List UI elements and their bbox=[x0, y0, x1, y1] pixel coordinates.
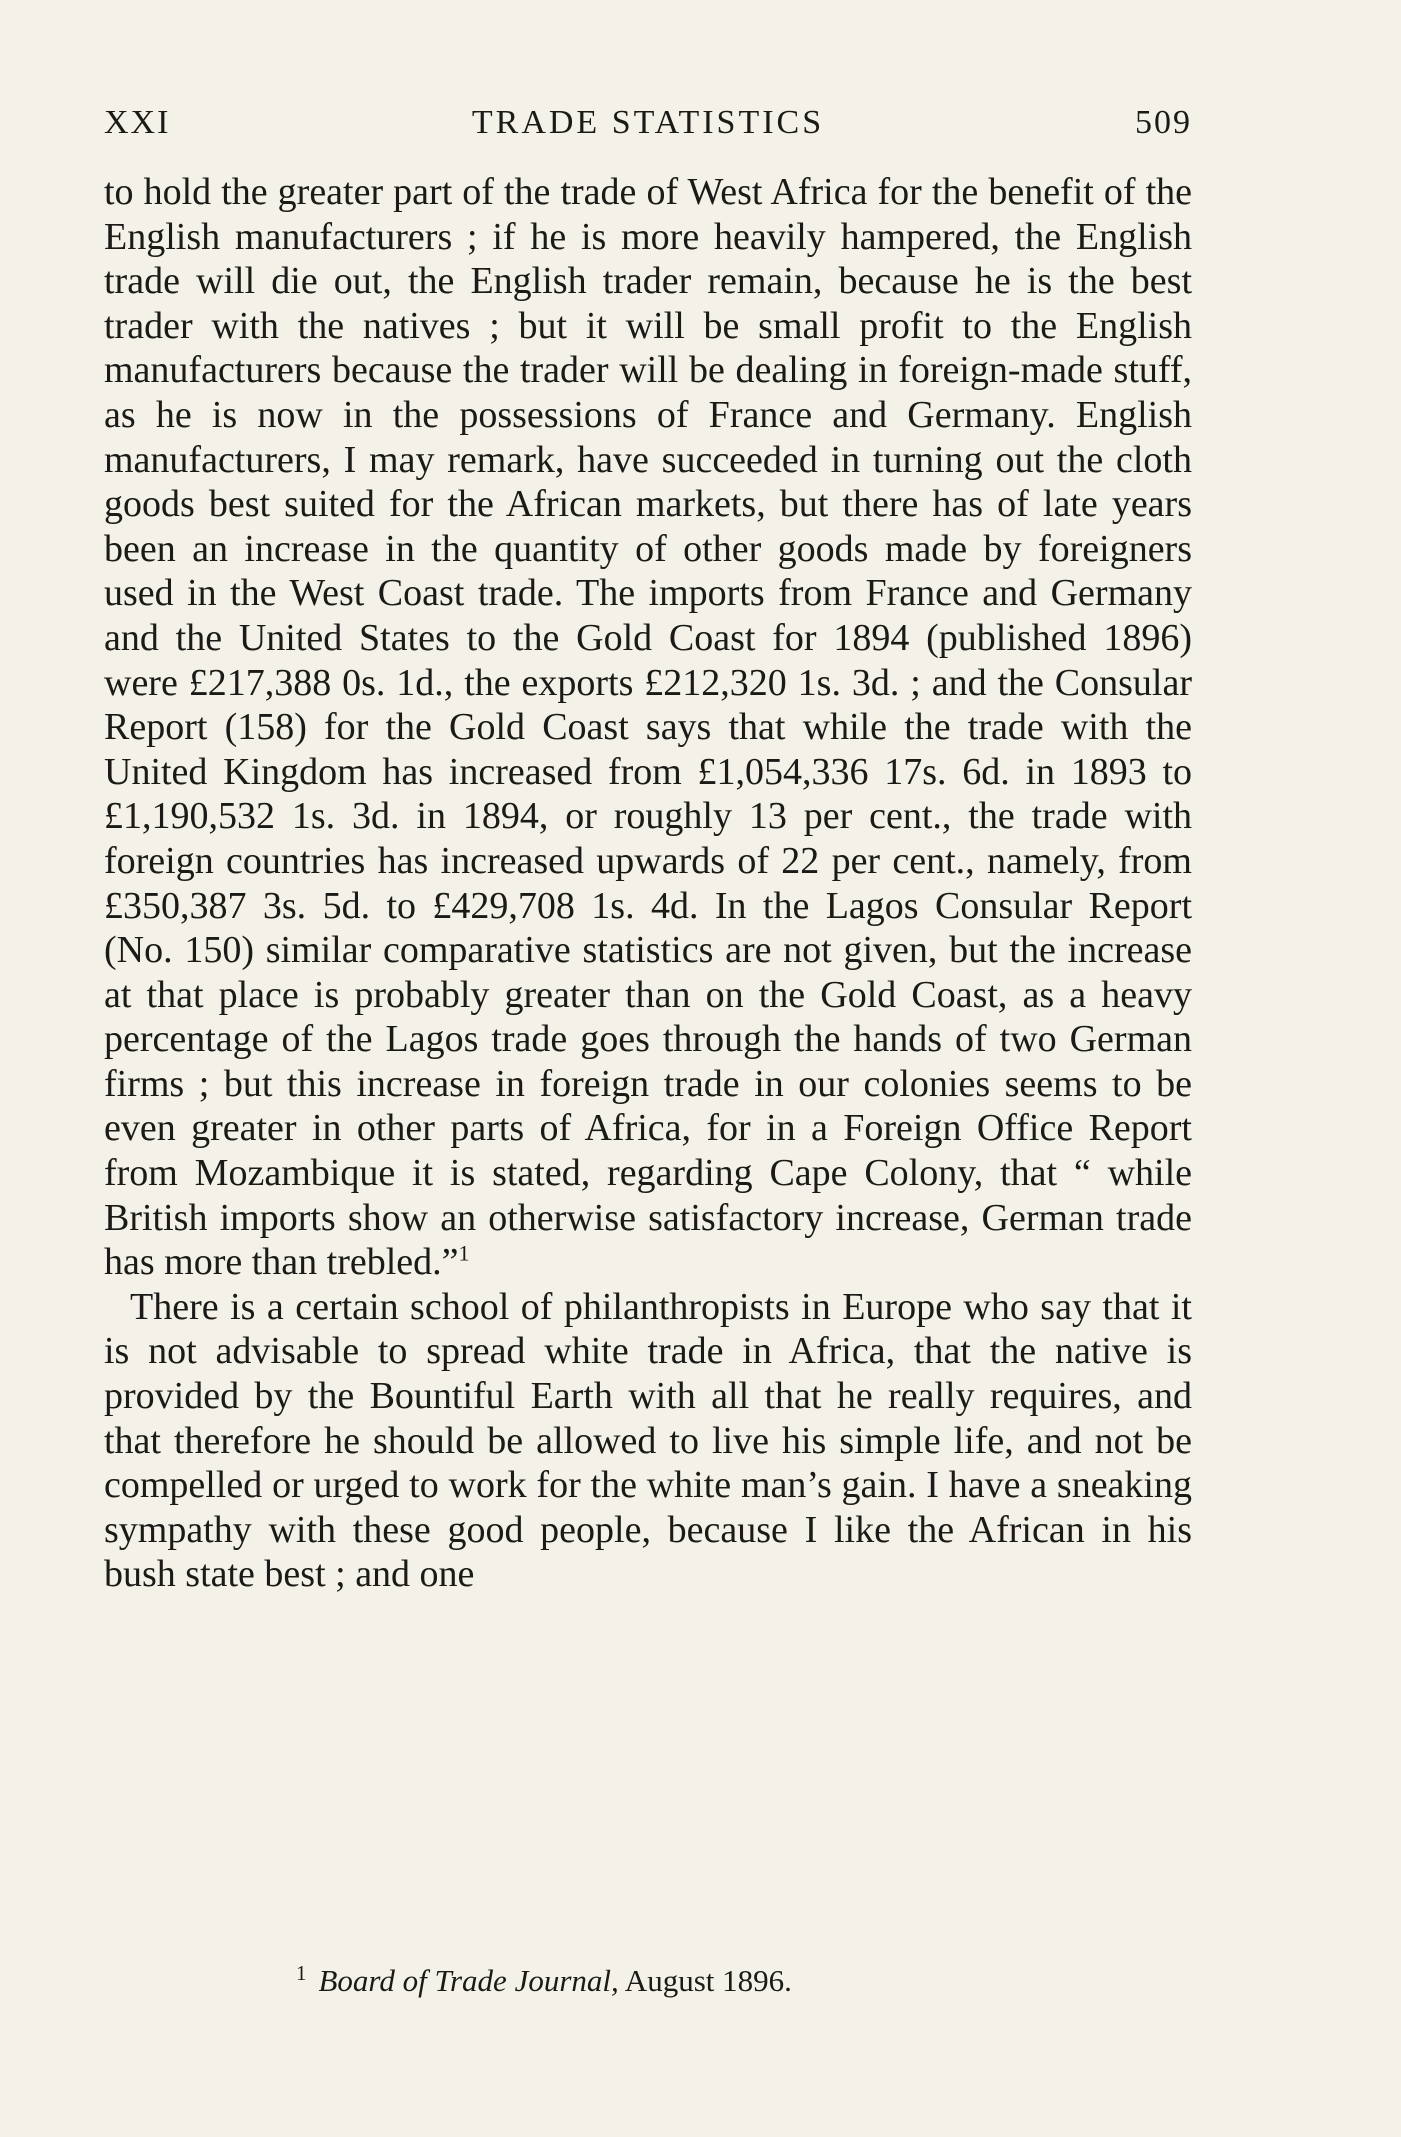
paragraph-1 bbox=[104, 170, 1192, 1285]
footnote-date: August 1896. bbox=[618, 1963, 792, 1998]
chapter-number: XXI bbox=[104, 104, 171, 141]
footnote-ref: 1 bbox=[458, 1240, 470, 1266]
running-title: TRADE STATISTICS bbox=[471, 104, 825, 141]
page-number: 509 bbox=[1135, 104, 1192, 141]
footnote-source: Board of Trade Journal, bbox=[318, 1963, 619, 1998]
footnote-number: 1 bbox=[296, 1960, 307, 1985]
paragraph-1-text: to hold the greater part of the trade of West Africa for the benefit of the English manufacturers ; if he is more heavily hampered, the English trade will die out, the English trader remain, because he is the best trader with the natives ; but it will be small profit to the English manufacturers because the trader will be dealing in foreign-made stuff, as he is now in the possessions of France and Germany. English manufacturers, I may remark, have succeeded in turning out the cloth goods best suited for the African markets, but there has of late years been an increase in the quantity of other goods made by foreigners used in the West Coast trade. The imports from France and Germany and the United States to the Gold Coast for 1894 (published 1896) were £217,388 0s. 1d., the exports £212,320 1s. 3d. ; and the Consular Report (158) for the Gold Coast says that while the trade with the United Kingdom has increased from £1,054,336 17s. 6d. in 1893 to £1,190,532 1s. 3d. in 1894, or roughly 13 per cent., the trade with foreign countries has increased upwards of 22 per cent., namely, from £350,387 3s. 5d. to £429,708 1s. 4d. In the Lagos Consular Report (No. 150) similar comparative statistics are not given, but the increase at that place is probably greater than on the Gold Coast, as a heavy percentage of the Lagos trade goes through the hands of two German firms ; but this increase in foreign trade in our colonies seems to be even greater in other parts of Africa, for in a Foreign Office Report from Mozambique it is stated, regarding Cape Colony, that “ while British imports show an otherwise satisfactory increase, German trade has more than trebled.” bbox=[104, 171, 1192, 1284]
running-header bbox=[104, 104, 1192, 154]
footnote bbox=[296, 1960, 792, 1999]
body-text bbox=[104, 170, 1192, 1597]
paragraph-2: There is a certain school of philanthropists in Europe who say that it is not advisable to spread white trade in Africa, that the native is provided by the Bountiful Earth with all that he really requires, and that therefore he should be allowed to live his simple life, and not be compelled or urged to work for the white man’s gain. I have a sneaking sympathy with these good people, because I like the African in his bush state best ; and one bbox=[104, 1285, 1192, 1596]
